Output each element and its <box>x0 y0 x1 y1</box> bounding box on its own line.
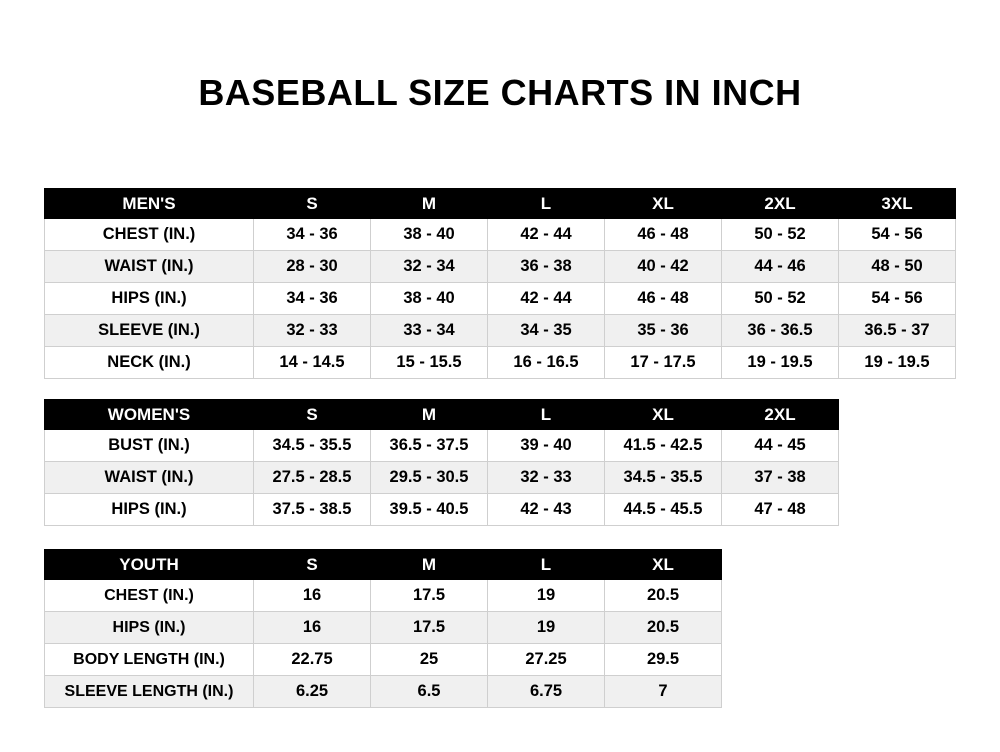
cell: 39.5 - 40.5 <box>371 494 488 526</box>
cell: 32 - 33 <box>254 315 371 347</box>
table-row <box>45 251 956 283</box>
table-row <box>45 494 839 526</box>
youth-size-chart <box>44 549 722 708</box>
column-header: L <box>488 550 605 580</box>
cell: 19 - 19.5 <box>722 347 839 379</box>
mens-chart-header <box>45 189 956 219</box>
cell: 20.5 <box>605 612 722 644</box>
cell: 17.5 <box>371 612 488 644</box>
cell: 36.5 - 37 <box>839 315 956 347</box>
cell: 50 - 52 <box>722 219 839 251</box>
cell: 38 - 40 <box>371 283 488 315</box>
table-row <box>45 462 839 494</box>
column-header: 2XL <box>722 400 839 430</box>
column-header: M <box>371 400 488 430</box>
table-header-row <box>45 189 956 219</box>
cell: 27.25 <box>488 644 605 676</box>
cell: 34 - 36 <box>254 283 371 315</box>
cell: 36 - 36.5 <box>722 315 839 347</box>
cell: 15 - 15.5 <box>371 347 488 379</box>
cell: 48 - 50 <box>839 251 956 283</box>
column-header: L <box>488 189 605 219</box>
cell: 42 - 43 <box>488 494 605 526</box>
cell: 33 - 34 <box>371 315 488 347</box>
cell: 54 - 56 <box>839 283 956 315</box>
column-header: YOUTH <box>45 550 254 580</box>
cell: 19 <box>488 580 605 612</box>
table-row <box>45 283 956 315</box>
mens-size-chart <box>44 188 956 379</box>
cell: 19 <box>488 612 605 644</box>
row-label: HIPS (IN.) <box>45 283 254 315</box>
cell: 34 - 36 <box>254 219 371 251</box>
table-row <box>45 347 956 379</box>
cell: 40 - 42 <box>605 251 722 283</box>
column-header: MEN'S <box>45 189 254 219</box>
cell: 34 - 35 <box>488 315 605 347</box>
cell: 34.5 - 35.5 <box>605 462 722 494</box>
cell: 17 - 17.5 <box>605 347 722 379</box>
cell: 16 <box>254 580 371 612</box>
row-label: CHEST (IN.) <box>45 219 254 251</box>
womens-chart-header <box>45 400 839 430</box>
cell: 17.5 <box>371 580 488 612</box>
row-label: HIPS (IN.) <box>45 612 254 644</box>
cell: 36.5 - 37.5 <box>371 430 488 462</box>
cell: 6.5 <box>371 676 488 708</box>
table-header-row <box>45 400 839 430</box>
row-label: WAIST (IN.) <box>45 462 254 494</box>
column-header: M <box>371 189 488 219</box>
column-header: 2XL <box>722 189 839 219</box>
cell: 42 - 44 <box>488 283 605 315</box>
column-header: XL <box>605 550 722 580</box>
column-header: L <box>488 400 605 430</box>
table-row <box>45 676 722 708</box>
table-row <box>45 644 722 676</box>
cell: 16 - 16.5 <box>488 347 605 379</box>
cell: 20.5 <box>605 580 722 612</box>
cell: 32 - 33 <box>488 462 605 494</box>
cell: 7 <box>605 676 722 708</box>
cell: 25 <box>371 644 488 676</box>
table-row <box>45 612 722 644</box>
row-label: CHEST (IN.) <box>45 580 254 612</box>
cell: 38 - 40 <box>371 219 488 251</box>
cell: 6.25 <box>254 676 371 708</box>
table-row <box>45 315 956 347</box>
cell: 37.5 - 38.5 <box>254 494 371 526</box>
cell: 6.75 <box>488 676 605 708</box>
row-label: NECK (IN.) <box>45 347 254 379</box>
table-row <box>45 219 956 251</box>
cell: 36 - 38 <box>488 251 605 283</box>
table-row <box>45 580 722 612</box>
cell: 44.5 - 45.5 <box>605 494 722 526</box>
cell: 32 - 34 <box>371 251 488 283</box>
cell: 42 - 44 <box>488 219 605 251</box>
cell: 27.5 - 28.5 <box>254 462 371 494</box>
row-label: BUST (IN.) <box>45 430 254 462</box>
column-header: WOMEN'S <box>45 400 254 430</box>
cell: 44 - 46 <box>722 251 839 283</box>
column-header: XL <box>605 189 722 219</box>
cell: 54 - 56 <box>839 219 956 251</box>
cell: 14 - 14.5 <box>254 347 371 379</box>
cell: 35 - 36 <box>605 315 722 347</box>
page-title: BASEBALL SIZE CHARTS IN INCH <box>198 72 802 113</box>
column-header: S <box>254 189 371 219</box>
cell: 19 - 19.5 <box>839 347 956 379</box>
column-header: S <box>254 400 371 430</box>
row-label: HIPS (IN.) <box>45 494 254 526</box>
row-label: SLEEVE LENGTH (IN.) <box>45 676 254 708</box>
cell: 34.5 - 35.5 <box>254 430 371 462</box>
youth-chart-header <box>45 550 722 580</box>
column-header: 3XL <box>839 189 956 219</box>
cell: 46 - 48 <box>605 219 722 251</box>
cell: 22.75 <box>254 644 371 676</box>
row-label: WAIST (IN.) <box>45 251 254 283</box>
column-header: XL <box>605 400 722 430</box>
cell: 37 - 38 <box>722 462 839 494</box>
cell: 50 - 52 <box>722 283 839 315</box>
table-header-row <box>45 550 722 580</box>
cell: 28 - 30 <box>254 251 371 283</box>
cell: 16 <box>254 612 371 644</box>
cell: 47 - 48 <box>722 494 839 526</box>
womens-size-chart <box>44 399 839 526</box>
column-header: M <box>371 550 488 580</box>
cell: 39 - 40 <box>488 430 605 462</box>
column-header: S <box>254 550 371 580</box>
cell: 46 - 48 <box>605 283 722 315</box>
cell: 41.5 - 42.5 <box>605 430 722 462</box>
cell: 29.5 <box>605 644 722 676</box>
row-label: BODY LENGTH (IN.) <box>45 644 254 676</box>
cell: 29.5 - 30.5 <box>371 462 488 494</box>
cell: 44 - 45 <box>722 430 839 462</box>
table-row <box>45 430 839 462</box>
row-label: SLEEVE (IN.) <box>45 315 254 347</box>
